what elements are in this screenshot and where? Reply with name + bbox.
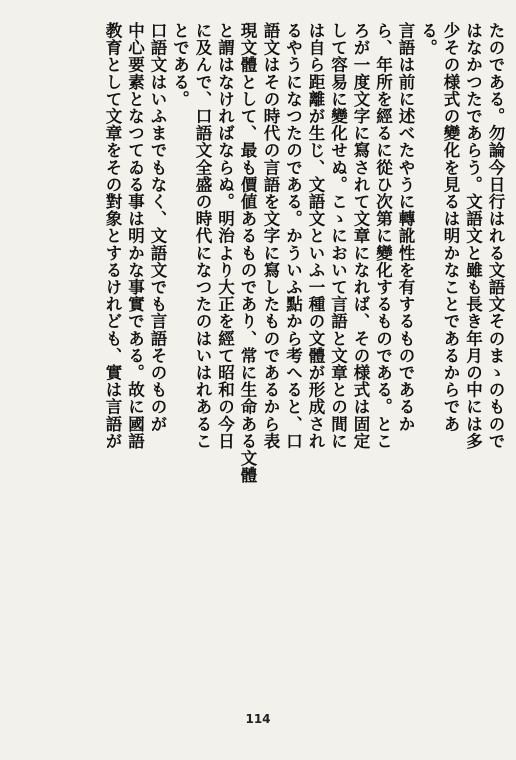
text-line: ら、年所を經るに從ひ次第に變化するものである。とこ [373,22,393,450]
upper-right-text [262,0,506,760]
text-line: して容易に變化せぬ。こゝにおいて言語と文章との間に [328,22,348,450]
text-line: 現文體として、最も價値あるものであり、常に生命ある文體 [238,22,257,484]
page-number: 114 [245,712,271,726]
text-line: たのである。勿論今日行はれる文語文そのまゝのもので [486,22,505,450]
text-line: 口語文はいふまでもなく、文語文でも言語そのものが [148,22,167,433]
text-line: 語文はその時代の言語を文字に寫したものであるから表 [261,22,280,450]
left-text [8,0,258,760]
text-line: 中心要素となつてゐる事は明かな事實である。故に國語 [125,22,145,450]
text-line: 少その様式の變化を見るは明かなことであるからであ [441,22,460,433]
text-line: ろが一度文字に寫されて文章になれば、その様式は固定 [351,22,370,450]
text-line: るやうになつたのである。かういふ點から考へると、口 [283,22,303,450]
text-line: 教育として文章をその對象とするけれども、實は言語が [103,22,122,450]
text-line: 言語は前に述べたやうに轉訛性を有するものであるか [396,22,415,433]
text-line: はなかつたであらう。文語文と雖も長き年月の中には多 [463,22,483,450]
text-line: とである。 [170,22,190,108]
text-line: と謂はなければならぬ。明治より大正を經て昭和の今日 [215,22,235,450]
text-line: は自ら距離が生じ、文語文といふ一種の文體が形成され [306,22,325,450]
text-line: に及んで、口語文全盛の時代になつたのはいはれあるこ [193,22,212,450]
text-line: る。 [418,22,438,57]
